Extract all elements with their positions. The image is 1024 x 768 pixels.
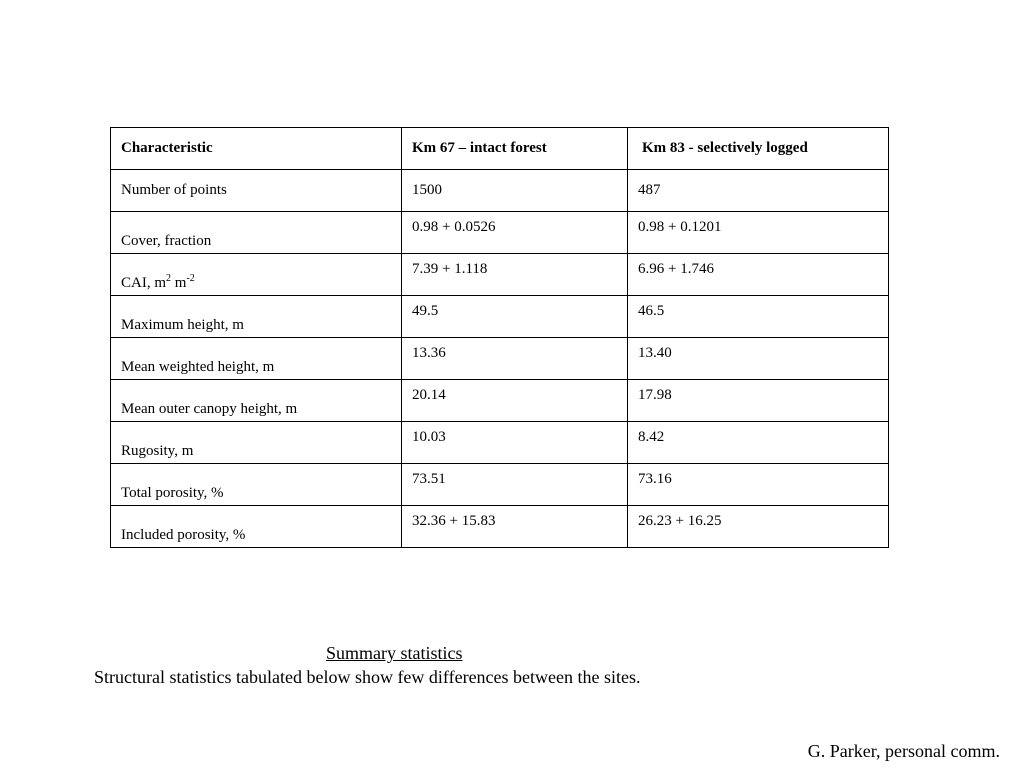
row-label (111, 254, 402, 296)
km67-value: 32.36 + 15.83 (402, 506, 628, 548)
table-row (111, 170, 889, 212)
caption-description: Structural statistics tabulated below show few differences between the sites. (94, 667, 641, 687)
km67-value: 0.98 + 0.0526 (402, 212, 628, 254)
header-characteristic: Characteristic (111, 128, 402, 170)
header-km67: Km 67 – intact forest (402, 128, 628, 170)
header-km83: Km 83 - selectively logged (628, 128, 889, 170)
table-row (111, 338, 889, 380)
table-row (111, 254, 889, 296)
caption-title: Summary statistics (326, 643, 463, 663)
source-credit: G. Parker, personal comm. (807, 741, 1000, 761)
row-label: Cover, fraction (111, 212, 402, 254)
km67-value: 20.14 (402, 380, 628, 422)
structural-statistics-table (110, 127, 889, 548)
table-row (111, 506, 889, 548)
table-row (111, 296, 889, 338)
km83-value: 6.96 + 1.746 (628, 254, 889, 296)
table-row (111, 422, 889, 464)
table-header-row (111, 128, 889, 170)
cai-superscript-1: 2 (166, 273, 171, 284)
km83-value: 73.16 (628, 464, 889, 506)
km83-value: 487 (628, 170, 889, 212)
km67-value: 73.51 (402, 464, 628, 506)
table-row (111, 380, 889, 422)
km83-value: 26.23 + 16.25 (628, 506, 889, 548)
row-label: Rugosity, m (111, 422, 402, 464)
km83-value: 17.98 (628, 380, 889, 422)
km67-value: 49.5 (402, 296, 628, 338)
row-label: Included porosity, % (111, 506, 402, 548)
km67-value: 10.03 (402, 422, 628, 464)
table-row (111, 464, 889, 506)
row-label: Maximum height, m (111, 296, 402, 338)
row-label: Mean outer canopy height, m (111, 380, 402, 422)
km83-value: 0.98 + 0.1201 (628, 212, 889, 254)
km67-value: 7.39 + 1.118 (402, 254, 628, 296)
km83-value: 13.40 (628, 338, 889, 380)
cai-label-unit: m (171, 275, 187, 291)
row-label: Total porosity, % (111, 464, 402, 506)
km83-value: 8.42 (628, 422, 889, 464)
km67-value: 1500 (402, 170, 628, 212)
row-label: Number of points (111, 170, 402, 212)
table-row (111, 212, 889, 254)
km67-value: 13.36 (402, 338, 628, 380)
km83-value: 46.5 (628, 296, 889, 338)
cai-label-text: CAI, m (121, 275, 166, 291)
cai-superscript-2: -2 (186, 273, 195, 284)
row-label: Mean weighted height, m (111, 338, 402, 380)
